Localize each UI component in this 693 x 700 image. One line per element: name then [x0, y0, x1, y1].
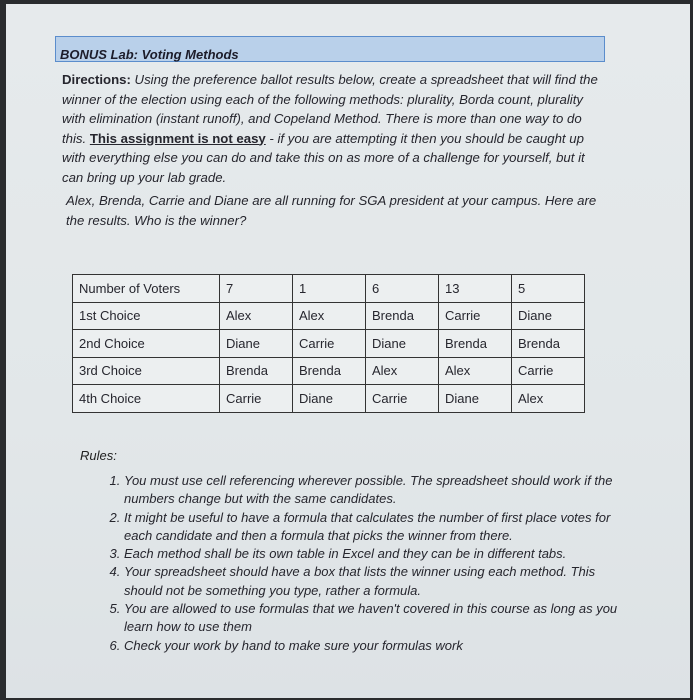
directions-label: Directions: [62, 72, 131, 87]
rule-item: 2. It might be useful to have a formula that calculates the number of first place votes for each candidate and then a formula that picks the winner from there. [124, 509, 624, 546]
table-cell: Carrie [220, 385, 293, 413]
rule-item: 1. You must use cell referencing wherever possible. The spreadsheet should work if the numbers change but with the same candidates. [124, 472, 624, 509]
table-cell: Alex [220, 302, 293, 330]
table-row [73, 302, 585, 330]
table-row [73, 330, 585, 358]
table-cell: 13 [439, 275, 512, 303]
page-title: BONUS Lab: Voting Methods [60, 47, 239, 62]
row-label: 1st Choice [73, 302, 220, 330]
table-cell: Diane [220, 330, 293, 358]
row-label: 3rd Choice [73, 357, 220, 385]
row-label: 2nd Choice [73, 330, 220, 358]
table-cell: 5 [512, 275, 585, 303]
ballot-table [72, 274, 585, 413]
table-cell: Alex [512, 385, 585, 413]
row-label: Number of Voters [73, 275, 220, 303]
table-cell: Brenda [439, 330, 512, 358]
rules-list [102, 472, 624, 655]
directions-emphasis: This assignment is not easy [89, 130, 266, 146]
table-cell: Brenda [220, 357, 293, 385]
table-cell: Diane [439, 385, 512, 413]
rules-heading: Rules: [80, 448, 117, 463]
directions-text-end: - if you are attempting it then you should be caught up with everything else you can do and take this on as more of a challenge for yourself, but it can bring up your lab grade. [62, 130, 585, 185]
table-cell: Diane [366, 330, 439, 358]
rule-item: 5. You are allowed to use formulas that we haven't covered in this course as long as you learn how to use them [124, 600, 624, 637]
row-label: 4th Choice [73, 385, 220, 413]
table-cell: Carrie [293, 330, 366, 358]
directions [62, 70, 607, 187]
table-row [73, 357, 585, 385]
directions-text: Using the preference ballot results below, create a spreadsheet that will find the winner of the election using each of the following methods: plurality, Borda count, plurality with elimination (instant runoff), and Copeland Method. There is more than one way to do this. [62, 72, 598, 146]
table-cell: Brenda [512, 330, 585, 358]
intro-paragraph: Alex, Brenda, Carrie and Diane are all running for SGA president at your campus. Here are the results. Who is the winner? [66, 193, 597, 228]
table-row [73, 275, 585, 303]
table-cell: 1 [293, 275, 366, 303]
rule-item: 4. Your spreadsheet should have a box that lists the winner using each method. This should not be something you type, rather a formula. [124, 563, 624, 600]
table-row [73, 385, 585, 413]
table-cell: Carrie [366, 385, 439, 413]
table-cell: Alex [439, 357, 512, 385]
table-cell: Brenda [293, 357, 366, 385]
table-cell: Alex [366, 357, 439, 385]
rule-item: 3. Each method shall be its own table in Excel and they can be in different tabs. [124, 545, 624, 563]
table-cell: Carrie [439, 302, 512, 330]
table-cell: 6 [366, 275, 439, 303]
table-cell: Alex [293, 302, 366, 330]
table-cell: Diane [512, 302, 585, 330]
table-cell: Diane [293, 385, 366, 413]
rule-item: 6. Check your work by hand to make sure your formulas work [124, 637, 624, 655]
table-cell: 7 [220, 275, 293, 303]
table-cell: Brenda [366, 302, 439, 330]
table-cell: Carrie [512, 357, 585, 385]
